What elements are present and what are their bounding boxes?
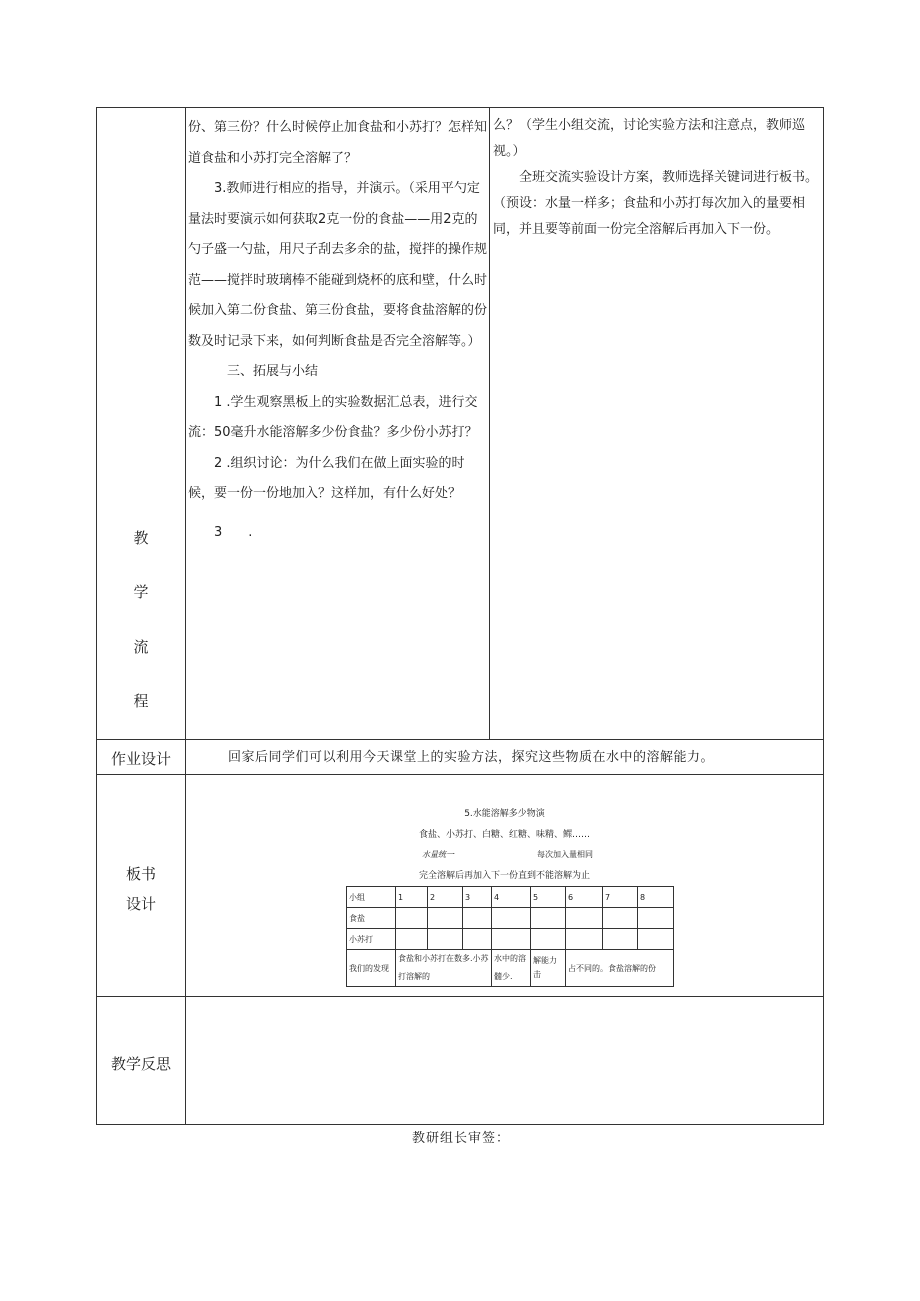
table-cell: 小组 <box>347 887 396 908</box>
flow-paragraph: 份、第三份？什么时候停止加食盐和小苏打？怎样知道食盐和小苏打完全溶解了？ <box>188 120 488 166</box>
table-cell: 2 <box>428 887 463 908</box>
board-substances: 食盐、小苏打、白糖、红糖、味精、鳏…… <box>418 830 590 840</box>
table-cell: 食盐和小苏打在数多.小苏打溶解的 <box>396 950 492 987</box>
label-column-divider <box>185 107 186 1125</box>
board-water-same: 水量统一 <box>422 850 454 859</box>
flow-paragraph: 3 . <box>214 524 253 540</box>
table-border-top <box>96 107 824 108</box>
flow-label-4: 程 <box>133 692 149 710</box>
reflection-label: 教学反思 <box>110 1055 171 1073</box>
table-cell: 解能力击 <box>531 950 566 987</box>
table-row <box>347 887 674 908</box>
flow-label-3: 流 <box>133 638 149 656</box>
table-border-bottom <box>96 1124 824 1125</box>
table-cell: 占不同的。食盐溶解的份 <box>566 950 674 987</box>
table-cell: 食盐 <box>347 908 396 929</box>
homework-label: 作业设计 <box>110 750 171 768</box>
board-design-label-2: 设计 <box>125 895 156 913</box>
student-activity-column <box>493 113 823 243</box>
table-cell: 小苏打 <box>347 929 396 950</box>
table-row <box>347 929 674 950</box>
flow-paragraph: 2 .组织讨论：为什么我们在做上面实验的时候，要一份一份地加入？这样加，有什么好处？ <box>188 455 465 501</box>
board-dissolve-rule: 完全溶解后再加入下一份直到不能溶解为止 <box>418 871 590 881</box>
table-cell: 7 <box>603 887 638 908</box>
table-cell: 3 <box>463 887 492 908</box>
flow-label-2: 学 <box>133 583 149 601</box>
table-row <box>347 950 674 987</box>
table-cell: 水中的溶髓少. <box>492 950 531 987</box>
board-each-same: 每次加入量相同 <box>537 850 593 859</box>
flow-paragraph: 么？（学生小组交流，讨论实验方法和注意点，教师巡视。） <box>493 118 806 159</box>
flow-paragraph: 1 .学生观察黑板上的实验数据汇总表，进行交流：50毫升水能溶解多少份食盐？多少份小苏打？ <box>188 394 478 440</box>
table-cell: 1 <box>396 887 428 908</box>
board-data-table <box>346 886 674 987</box>
homework-text: 回家后同学们可以利用今天课堂上的实验方法，探究这些物质在水中的溶解能力。 <box>228 750 715 765</box>
flow-middle-divider <box>489 107 490 739</box>
table-cell: 4 <box>492 887 531 908</box>
table-border-left <box>96 107 97 1125</box>
flow-paragraph: 3.教师进行相应的指导，并演示。（采用平勺定量法时要演示如何获取2克一份的食盐——用2克的勺子盛一勺盐，用尺子刮去多余的盐，搅拌的操作规范——搅拌时玻璃棒不能碰到烧杯的底和壁，什么时候加入第二份食盐、第三份食盐，要将食盐溶解的份数及时记录下来，如何判断食盐是否完全溶解等。） <box>188 181 488 349</box>
table-cell: 8 <box>638 887 674 908</box>
table-cell: 我们的发现 <box>347 950 396 987</box>
table-row <box>347 908 674 929</box>
supervisor-signature: 教研组长审签： <box>412 1131 511 1146</box>
table-cell: 5 <box>531 887 566 908</box>
row-divider-board <box>96 996 824 997</box>
flow-section-heading: 三、拓展与小结 <box>227 364 319 379</box>
board-design-label-1: 板书 <box>125 865 156 883</box>
table-border-right <box>823 107 824 1125</box>
board-title: 5.水能溶解多少物演 <box>464 809 545 819</box>
table-cell: 6 <box>566 887 603 908</box>
row-divider-flow <box>96 739 824 740</box>
row-divider-homework <box>96 774 824 775</box>
flow-paragraph: 全班交流实验设计方案，教师选择关键词进行板书。（预设：水量一样多；食盐和小苏打每次加入的量要相同，并且要等前面一份完全溶解后再加入下一份。 <box>493 170 819 237</box>
teacher-activity-column <box>188 113 488 548</box>
flow-label-1: 教 <box>133 529 149 547</box>
